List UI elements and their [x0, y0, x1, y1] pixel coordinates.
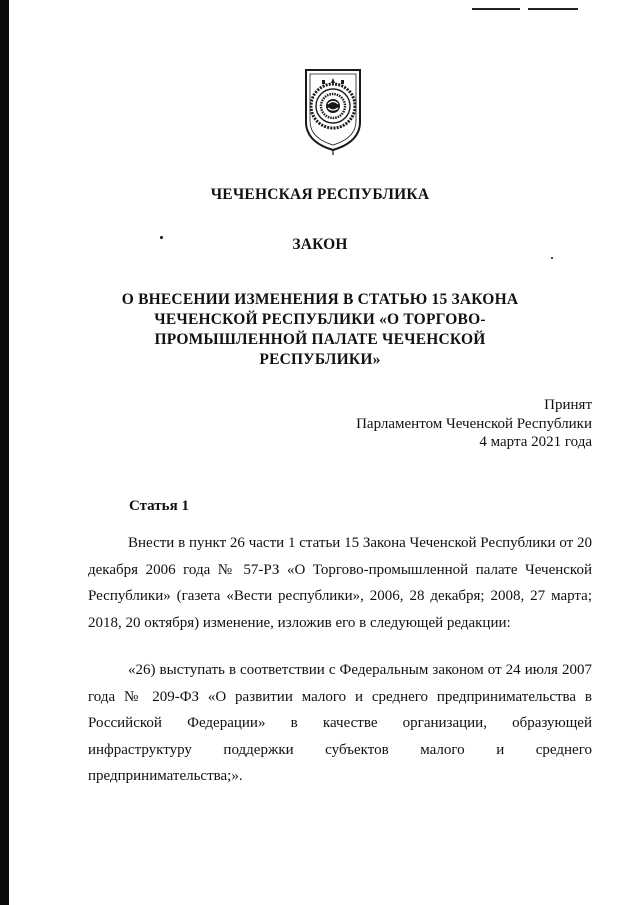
scan-top-mark — [472, 8, 520, 10]
scan-top-mark — [528, 8, 578, 10]
article-paragraph-text: Внести в пункт 26 части 1 статьи 15 Закона Чеченской Республики от 20 декабря 2006 года № 57-РЗ «О Торгово-промышленной палате Чеченской Республики» (газета «Вести республики», 2006, 28 декабря; 2008, 27 марта; 2018, 20 октября) изменение, изложив его в следующей редакции: — [88, 535, 592, 631]
scan-left-border — [0, 0, 9, 905]
adoption-block — [356, 396, 592, 452]
adoption-date: 4 марта 2021 года — [479, 434, 592, 450]
adoption-label: Принят — [544, 397, 592, 413]
coat-of-arms-emblem — [300, 64, 366, 156]
article-paragraph — [88, 530, 592, 636]
scan-speck — [551, 257, 553, 259]
law-title: О ВНЕСЕНИИ ИЗМЕНЕНИЯ В СТАТЬЮ 15 ЗАКОНА ЧЕЧЕНСКОЙ РЕСПУБЛИКИ «О ТОРГОВО-ПРОМЫШЛЕННОЙ ПАЛАТЕ ЧЕЧЕНСКОЙ РЕСПУБЛИКИ» — [121, 291, 519, 368]
adoption-body: Парламентом Чеченской Республики — [356, 415, 592, 432]
article-title: Статья 1 — [129, 498, 189, 514]
republic-heading: ЧЕЧЕНСКАЯ РЕСПУБЛИКА — [210, 186, 430, 203]
article-paragraph-text: «26) выступать в соответствии с Федеральным законом от 24 июля 2007 года № 209-ФЗ «О развитии малого и среднего предпринимательства в Российской Федерации» в качестве организации, образующей инфраструктуру поддержки субъектов малого и среднего предпринимательства;». — [88, 662, 592, 784]
law-heading: ЗАКОН — [292, 236, 348, 253]
article-paragraph — [88, 657, 592, 790]
